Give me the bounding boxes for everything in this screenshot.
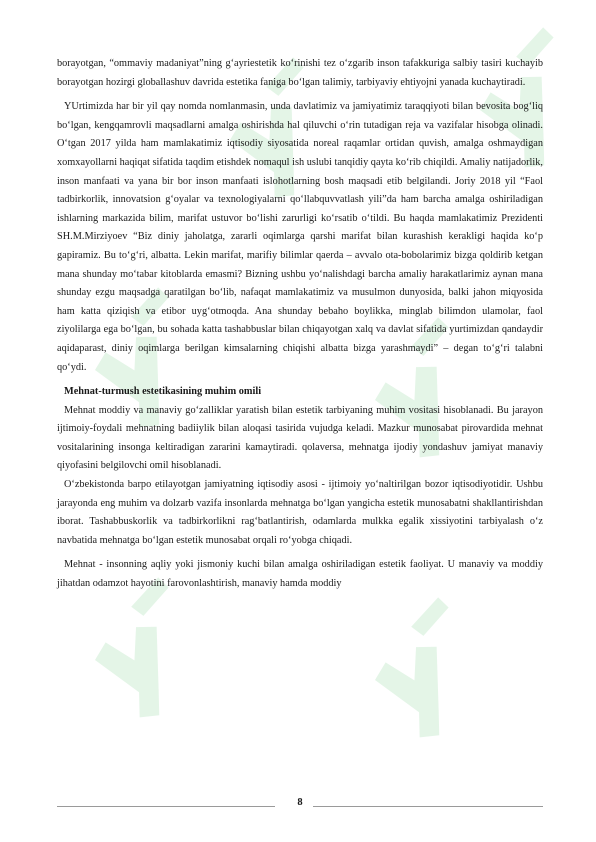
paragraph: borayotgan, “ommaviy madaniyat”ning g‘ayriestetik ko‘rinishi tez o‘zgarib inson tafakkuriga salbiy tasiri kuchayib borayotgan hozirgi globallashuv davrida estetika faniga bo‘lgan talimiy, tarbiyaviy ehtiyojni yanada kuchaytiradi. [57, 58, 543, 88]
page-body [57, 55, 543, 594]
paragraph: YUrtimizda har bir yil qay nomda nomlanmasin, unda davlatimiz va jamiyatimiz taraqqiyoti bilan bevosita bog‘liq bo‘lgan, kengqamrovli maqsadlarni amalga oshirishda hal qiluvchi o‘rin tutadigan reja va vazifalar hisobga olinadi. O‘tgan 2017 yilda ham mamlakatimiz iqtisodiy siyosatida noreal raqamlar ortidan quvish, amalga oshmaydigan xomxayollarni haqiqat sifatida taqdim etishdek nomaqul ish uslubi tanqidiy qayta ko‘rib chiqildi. Amaliy natijadorlik, inson manfaati va yana bir bor inson manfaati islohotlarning bosh maqsadi etib belgilandi. Joriy 2018 yil “Faol tadbirkorlik, innovatsion g‘oyalar va texnologiyalarni qo‘llabquvvatlash yili”da ham barcha amalga oshiriladigan ishlarning markazida bilim, marifat ustuvor bo‘lishi zarurligi ko‘rsatib o‘tildi. Bu haqda mamlakatimiz Prezidenti SH.M.Mirziyoev “Biz diniy jaholatga, zararli oqimlarga qarshi marifat bilan kurashish kerakligi haqida ko‘p gapiramiz. Bu to‘g‘ri, albatta. Lekin marifat, marifiy bilimlar qaerda – avvalo ota-bobolarimiz bizga qoldirib ketgan mana shunday mo‘tabar kitoblarda emasmi? Bizning ushbu yo‘nalishdagi barcha amaliy harakatlarimiz aynan mana shunday ezgu maqsadga qaratilgan bo‘lib, nafaqat mamlakatimiz va musulmon dunyosida, balki jahon miqyosida ham katta qiziqish va etibor uyg‘otmoqda. Ana shunday bebaho boylikka, minglab bilimdon ulamolar, faol ziyolilarga ega bo‘lgan, bu sohada katta tashabbuslar bilan chiqayotgan xalq va davlat sifatida yurtimizdan qandaydir aqidaparast, diniy oqimlarga berilgan kimsalarning chiqishi albatta bizga yarashmaydi” – degan to‘g‘ri talabni qo‘ydi. [57, 101, 543, 373]
section-heading: Mehnat-turmush estetikasining muhim omili [64, 386, 262, 398]
paragraph: Mehnat - insonning aqliy yoki jismoniy kuchi bilan amalga oshiriladigan estetik faoliyat. U manaviy va moddiy jihatdan odamzot hayotini farovonlashtirish, manaviy hamda moddiy [57, 559, 543, 590]
page-number: 8 [297, 797, 303, 808]
paragraph: Mehnat moddiy va manaviy go‘zalliklar yaratish bilan estetik tarbiyaning muhim vositasi hisoblanadi. Bu jarayon ijtimoiy-foydali mehnatning badiiylik bilan aloqasi tasirida vujudga keladi. Mazkur munosabat pirovardida mehnat vositalarining insonga keltiradigan zararini kamaytiradi. qolaversa, mehnatga ijodiy yondashuv jamiyat manaviy qiyofasini belgilovchi omil hisoblanadi. [57, 404, 543, 472]
footer-rule-right [313, 806, 543, 807]
paragraph: O‘zbekistonda barpo etilayotgan jamiyatning iqtisodiy asosi - ijtimoiy yo‘naltirilgan bozor iqtisodiyotidir. Ushbu jarayonda eng muhim va dolzarb vazifa insonlarda mehnatga bo‘lgan yangicha estetik munosabatni shakllantirishdan iborat. Tashabbuskorlik va tadbirkorlikni rag‘batlantirish, odamlarda mulkka egalik xissiyotini tarbiyalash o‘z navbatida mehnatga bo‘lgan estetik munosabat orqali ro‘yobga chiqadi. [57, 479, 543, 546]
page-footer [57, 797, 543, 817]
footer-rule-left [57, 806, 275, 807]
